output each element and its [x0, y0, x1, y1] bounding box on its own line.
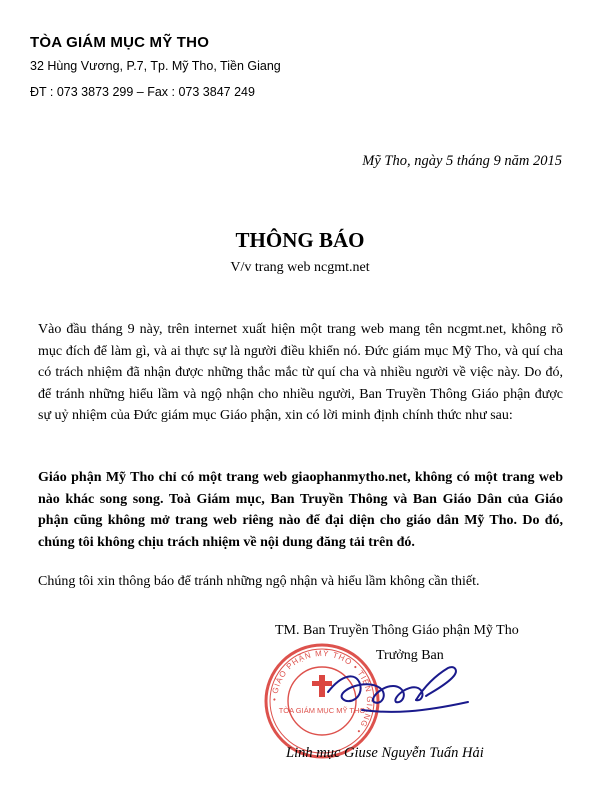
organization-address: 32 Hùng Vương, P.7, Tp. Mỹ Tho, Tiền Giang: [30, 59, 281, 73]
document-subject: V/v trang web ncgmt.net: [230, 260, 370, 275]
body-paragraph-1: Vào đầu tháng 9 này, trên internet xuất hiện một trang web mang tên ncgmt.net, không rõ mục đích để làm gì, và ai thực sự là người điều khiển nó. Đức giám mục Mỹ Tho, và quí cha có trách nhiệm đã nhận được những thắc mắc từ quí cha và nhiều người về việc này. Do đó, để tránh những hiểu lầm và ngộ nhận cho nhiều người, Ban Truyền Thông Giáo phận được sự uỷ nhiệm của Đức giám mục Giáo phận, xin có lời minh định chính thức như sau:: [38, 322, 563, 423]
handwritten-signature: [322, 662, 472, 724]
organization-phone-fax: ĐT : 073 3873 299 – Fax : 073 3847 249: [30, 85, 255, 99]
organization-name: TÒA GIÁM MỤC MỸ THO: [30, 34, 210, 51]
date-line: Mỹ Tho, ngày 5 tháng 9 năm 2015: [362, 153, 562, 169]
signature-role: Trưởng Ban: [376, 648, 444, 663]
signatory-name: Linh mục Giuse Nguyễn Tuấn Hải: [286, 745, 484, 761]
signature-organization: TM. Ban Truyền Thông Giáo phận Mỹ Tho: [275, 623, 519, 638]
document-title: THÔNG BÁO: [235, 228, 365, 252]
body-paragraph-3: Chúng tôi xin thông báo để tránh những ngộ nhận và hiểu lầm không cần thiết.: [38, 574, 480, 589]
body-paragraph-2-bold: Giáo phận Mỹ Tho chỉ có một trang web giaophanmytho.net, không có một trang web nào khác song song. Toà Giám mục, Ban Truyền Thông và Ban Giáo Dân của Giáo phận cũng không mở trang web riêng nào để đại diện cho giáo dân Mỹ Tho. Do đó, chúng tôi không chịu trách nhiệm về nội dung đăng tải trên đó.: [38, 470, 563, 550]
letterhead: [30, 34, 281, 99]
svg-text:• GIÁO PHẬN MỸ THO • TIỀN GIAN: • GIÁO PHẬN MỸ THO • TIỀN GIANG •: [269, 648, 375, 736]
stamp-text: TÒA GIÁM MỤC MỸ THO: [278, 706, 366, 715]
